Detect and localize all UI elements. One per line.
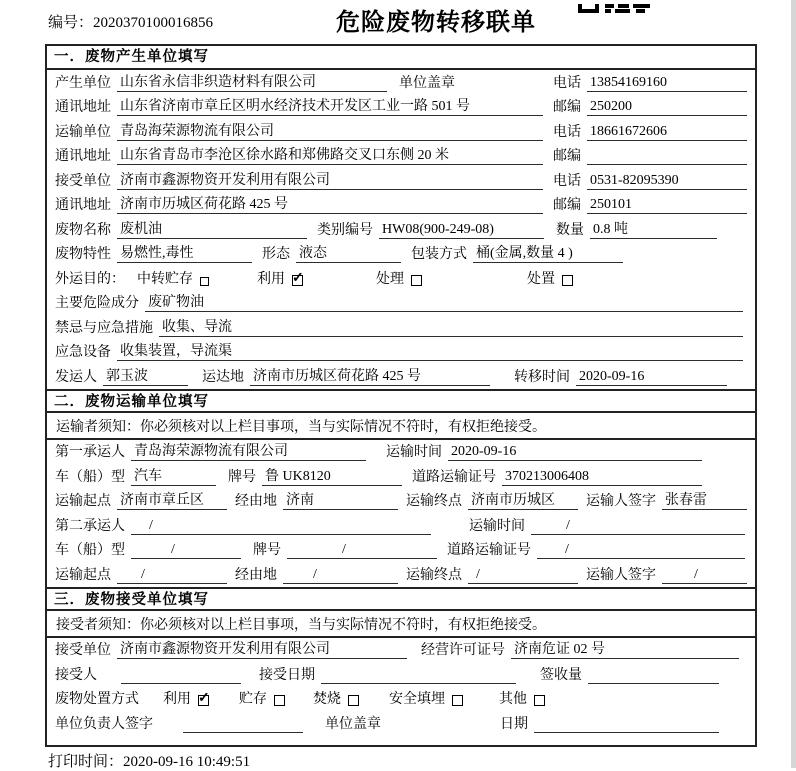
vehicle2-plate-label: 牌号 xyxy=(253,543,281,558)
waste-name-label: 废物名称 xyxy=(55,222,111,238)
license-label: 经营许可证号 xyxy=(421,643,505,658)
section2-notice: 运输者须知：你必须核对以上栏目事项，当与实际情况不符时，有权拒绝接受。 xyxy=(47,413,755,440)
route1-end-label: 运输终点 xyxy=(406,494,462,509)
hazard-field[interactable]: 废矿物油 xyxy=(145,291,743,312)
disposal-landfill-label: 安全填埋 xyxy=(389,692,445,707)
disposal-store-label: 贮存 xyxy=(239,692,267,707)
sign-date-field[interactable] xyxy=(534,716,719,733)
section3-notice: 接受者须知：你必须核对以上栏目事项，当与实际情况不符时，有权拒绝接受。 xyxy=(47,611,755,638)
carrier2-name-field[interactable]: / xyxy=(131,518,431,535)
waste-qty-label: 数量 xyxy=(556,222,584,238)
disposal-landfill-checkbox[interactable] xyxy=(452,695,463,706)
row-responsible-sign xyxy=(47,711,755,736)
vehicle2-permit-label: 道路运输证号 xyxy=(447,543,531,558)
transporter-addr-label: 通讯地址 xyxy=(55,149,111,164)
receiver-zip-field[interactable]: 250101 xyxy=(587,197,747,214)
carrier2-time-field[interactable]: / xyxy=(531,518,745,535)
row-main-hazard xyxy=(47,291,755,316)
purpose-treat-checkbox[interactable] xyxy=(411,275,422,286)
hazard-label: 主要危险成分 xyxy=(55,296,139,311)
row-sender xyxy=(47,364,755,389)
waste-form-field[interactable]: 液态 xyxy=(296,242,401,263)
row-route1 xyxy=(47,489,755,514)
purpose-label: 外运目的： xyxy=(55,271,125,287)
row-transfer-purpose xyxy=(47,266,755,291)
receiver-phone-field[interactable]: 0531-82095390 xyxy=(587,173,747,190)
sign-date-label: 日期 xyxy=(500,716,528,732)
taboo-label: 禁忌与应急措施 xyxy=(55,320,153,336)
section2-header: 二．废物运输单位填写 xyxy=(47,389,755,413)
carrier2-time-label: 运输时间 xyxy=(469,518,525,534)
equipment-field[interactable]: 收集装置，导流渠 xyxy=(117,340,743,361)
waste-pack-field[interactable]: 桶(金属,数量 4 ) xyxy=(473,242,623,263)
row-waste-name xyxy=(47,217,755,242)
receiver-value-field[interactable]: 济南市鑫源物资开发利用有限公司 xyxy=(117,169,543,190)
producer-addr-label: 通讯地址 xyxy=(55,100,111,115)
purpose-storage-checkbox[interactable] xyxy=(200,277,209,286)
transporter-value-field[interactable]: 青岛海荣源物流有限公司 xyxy=(117,120,543,141)
route1-start-label: 运输起点 xyxy=(55,494,111,509)
vehicle1-plate-field[interactable]: 鲁 UK8120 xyxy=(262,465,402,486)
route1-via-field[interactable]: 济南 xyxy=(283,489,398,510)
vehicle1-permit-field[interactable]: 370213006408 xyxy=(502,469,702,486)
row-emergency-equipment xyxy=(47,340,755,365)
disposal-burn-checkbox[interactable] xyxy=(348,695,359,706)
producer-seal-label: 单位盖章 xyxy=(399,75,455,91)
section3-header: 三．废物接受单位填写 xyxy=(47,587,755,611)
row-carrier2 xyxy=(47,513,755,538)
transporter-zip-label: 邮编 xyxy=(553,149,581,164)
receiver-addr-label: 通讯地址 xyxy=(55,198,111,213)
page-title: 危险废物转移联单 xyxy=(336,10,536,36)
row-carrier1 xyxy=(47,440,755,465)
waste-prop-label: 废物特性 xyxy=(55,247,111,262)
responsible-sign-field[interactable] xyxy=(183,716,303,733)
sender-dest-label: 运达地 xyxy=(202,369,244,385)
accept-date-field[interactable] xyxy=(321,667,516,684)
producer-zip-label: 邮编 xyxy=(553,100,581,115)
receiver-addr-field[interactable]: 济南市历城区荷花路 425 号 xyxy=(117,193,543,214)
row-transporter xyxy=(47,119,755,144)
receiver-zip-label: 邮编 xyxy=(553,198,581,213)
waste-form-label: 形态 xyxy=(262,247,290,262)
transporter-addr-field[interactable]: 山东省青岛市李沧区徐水路和郑佛路交叉口东侧 20 米 xyxy=(117,144,543,165)
accept-date-label: 接受日期 xyxy=(259,667,315,683)
route2-end-field[interactable]: / xyxy=(468,567,578,584)
section1-header: 一．废物产生单位填写 xyxy=(47,46,755,70)
disposal-use-checkbox[interactable] xyxy=(198,695,209,706)
print-time-label: 打印时间： xyxy=(48,754,124,770)
transporter-phone-field[interactable]: 18661672606 xyxy=(587,124,747,141)
accept-unit-field[interactable]: 济南市鑫源物资开发利用有限公司 xyxy=(117,638,407,659)
serial-value: 2020370100016856 xyxy=(93,15,214,31)
print-time-value: 2020-09-16 10:49:51 xyxy=(123,754,251,770)
row-waste-properties xyxy=(47,242,755,267)
row-producer-address xyxy=(47,95,755,120)
sender-name-field[interactable]: 郭玉波 xyxy=(103,365,188,386)
row-vehicle2 xyxy=(47,538,755,563)
disposal-other-label: 其他 xyxy=(499,692,527,707)
route2-start-field[interactable]: / xyxy=(117,567,227,584)
carrier1-time-label: 运输时间 xyxy=(386,445,442,460)
waste-code-label: 类别编号 xyxy=(317,222,373,238)
vehicle1-plate-label: 牌号 xyxy=(228,469,256,485)
row-transporter-address xyxy=(47,144,755,169)
transporter-label: 运输单位 xyxy=(55,124,111,140)
route2-sign-label: 运输人签字 xyxy=(586,567,656,583)
responsible-sign-label: 单位负责人签字 xyxy=(55,716,153,732)
license-field[interactable]: 济南危证 02 号 xyxy=(511,638,739,659)
vehicle1-type-label: 车（船）型 xyxy=(55,469,125,485)
disposal-label: 废物处置方式 xyxy=(55,692,139,707)
row-disposal-method xyxy=(47,687,755,712)
row-receiver xyxy=(47,168,755,193)
serial-label: 编号： xyxy=(48,15,94,31)
purpose-option-treat-label: 处理 xyxy=(376,271,404,287)
acceptor-name-field[interactable] xyxy=(121,667,241,684)
row-acceptor xyxy=(47,662,755,687)
vehicle1-type-field[interactable]: 汽车 xyxy=(131,465,216,486)
vehicle2-plate-field[interactable]: / xyxy=(287,542,437,559)
route2-start-label: 运输起点 xyxy=(55,567,111,583)
producer-value-field[interactable]: 山东省永信非织造材料有限公司 xyxy=(117,71,387,92)
purpose-dispose-checkbox[interactable] xyxy=(562,275,573,286)
vehicle2-type-field[interactable]: / xyxy=(131,542,241,559)
disposal-use-label: 利用 xyxy=(163,692,191,707)
route2-via-label: 经由地 xyxy=(235,567,277,583)
equipment-label: 应急设备 xyxy=(55,345,111,360)
purpose-option-use-label: 利用 xyxy=(257,271,285,287)
row-producer xyxy=(47,70,755,95)
producer-addr-field[interactable]: 山东省济南市章丘区明水经济技术开发区工业一路 501 号 xyxy=(117,95,543,116)
disposal-other-checkbox[interactable] xyxy=(534,695,545,706)
producer-label: 产生单位 xyxy=(55,75,111,91)
producer-zip-field[interactable]: 250200 xyxy=(587,99,747,116)
disposal-burn-label: 焚烧 xyxy=(313,692,341,707)
row-receiver-address xyxy=(47,193,755,218)
purpose-option-dispose-label: 处置 xyxy=(527,271,555,287)
disposal-store-checkbox[interactable] xyxy=(274,695,285,706)
receiver-label: 接受单位 xyxy=(55,173,111,189)
waste-qty-field[interactable]: 0.8 吨 xyxy=(590,218,717,239)
receiver-phone-label: 电话 xyxy=(553,173,581,189)
carrier1-time-field[interactable]: 2020-09-16 xyxy=(448,444,702,461)
route1-sign-label: 运输人签字 xyxy=(586,494,656,509)
manifest-form xyxy=(45,44,757,747)
acceptor-label: 接受人 xyxy=(55,667,97,683)
signed-qty-field[interactable] xyxy=(588,667,719,684)
transporter-phone-label: 电话 xyxy=(553,124,581,140)
carrier2-label: 第二承运人 xyxy=(55,518,125,534)
waste-pack-label: 包装方式 xyxy=(411,247,467,262)
carrier1-name-field[interactable]: 青岛海荣源物流有限公司 xyxy=(131,440,366,461)
row-route2 xyxy=(47,562,755,587)
taboo-field[interactable]: 收集、导流 xyxy=(159,316,743,337)
waste-prop-field[interactable]: 易燃性,毒性 xyxy=(117,242,252,263)
producer-phone-label: 电话 xyxy=(553,75,581,91)
sender-dest-field[interactable]: 济南市历城区荷花路 425 号 xyxy=(250,365,490,386)
route1-start-field[interactable]: 济南市章丘区 xyxy=(117,489,227,510)
row-accept-unit xyxy=(47,638,755,663)
route1-end-field[interactable]: 济南市历城区 xyxy=(468,489,578,510)
route2-sign-field[interactable]: / xyxy=(662,567,747,584)
carrier1-label: 第一承运人 xyxy=(55,445,125,460)
signed-qty-label: 签收量 xyxy=(540,667,582,683)
row-taboo-measures xyxy=(47,315,755,340)
route1-sign-field[interactable]: 张春雷 xyxy=(662,489,747,510)
sender-time-field[interactable]: 2020-09-16 xyxy=(576,369,727,386)
row-vehicle1 xyxy=(47,464,755,489)
route1-via-label: 经由地 xyxy=(235,494,277,509)
purpose-option-storage-label: 中转贮存 xyxy=(137,271,193,287)
purpose-use-checkbox[interactable] xyxy=(292,275,303,286)
accept-unit-label: 接受单位 xyxy=(55,643,111,658)
vehicle2-permit-field[interactable]: / xyxy=(537,542,745,559)
page-right-edge xyxy=(791,0,796,768)
vehicle2-type-label: 车（船）型 xyxy=(55,543,125,558)
transporter-zip-field[interactable] xyxy=(587,148,747,165)
sender-label: 发运人 xyxy=(55,369,97,385)
producer-phone-field[interactable]: 13854169160 xyxy=(587,75,747,92)
waste-name-field[interactable]: 废机油 xyxy=(117,218,307,239)
waste-code-field[interactable]: HW08(900-249-08) xyxy=(379,222,544,239)
route2-via-field[interactable]: / xyxy=(283,567,398,584)
vehicle1-permit-label: 道路运输证号 xyxy=(412,469,496,485)
unit-seal-label: 单位盖章 xyxy=(325,716,381,732)
route2-end-label: 运输终点 xyxy=(406,567,462,583)
sender-time-label: 转移时间 xyxy=(514,369,570,385)
